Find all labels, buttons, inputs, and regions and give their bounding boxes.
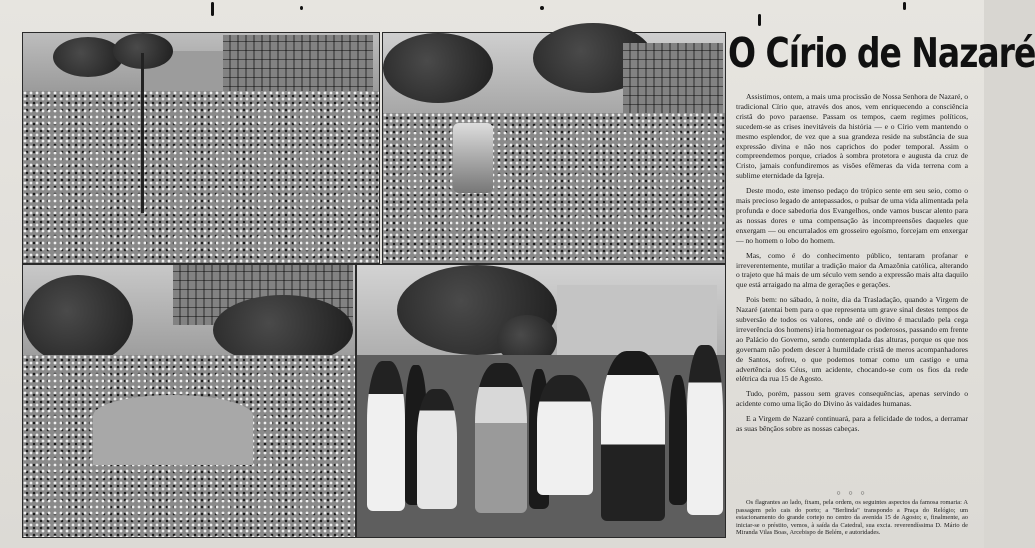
article-paragraph: Assistimos, ontem, a mais uma procissão de Nossa Senhora de Nazaré, o tradicional Círio que, através dos anos, vem enriquecendo a consciência cristã do povo paraense. Passam os tempos, caem regimes políticos, sucedem-se as crises inevitáveis da história — e o Círio vem mantendo o mesmo esplendor, de vez que a sua grandeza reside na substância de sua expressão divina e não nos caprichos do poder temporal. Assim o compreendemos porque, criados à sombra protetora e augusta da cruz de Cristo, jamais confundiremos as visões efêmeras da vida terrena com a sublime eternidade da Igreja.	[736, 92, 968, 181]
article-paragraph: Deste modo, este imenso pedaço do trópico sente em seu seio, como o mais precioso legado de antepassados, o pulsar de uma vida alimentada pela profunda e doce sabedoria dos Evangelhos, onde vamos buscar alento para as nossas dores e uma compensação às incompreensões daqueles que enxergam — ou encurralados em grosseiro egoísmo, forcejam em enxergar — no homem o lobo do homem.	[736, 186, 968, 245]
photo-top-right	[382, 32, 726, 264]
article-paragraph: Mas, como é do conhecimento público, tentaram profanar e irreverentemente, mutilar a tradição maior da Amazônia católica, alterando o trajeto que há mais de um século vem sendo a expressão mais alta daquilo que está arraigado na alma de gerações e gerações.	[736, 250, 968, 290]
ink-speck	[540, 6, 544, 10]
ink-speck	[300, 6, 303, 10]
article-body	[736, 92, 968, 488]
caption-separator: ○ ○ ○	[836, 489, 868, 497]
ink-speck	[211, 2, 214, 16]
photo-bottom-right	[356, 264, 726, 538]
page-title: O Círio de Nazaré	[728, 28, 1035, 77]
ink-speck	[758, 14, 761, 26]
photo-top-left	[22, 32, 380, 264]
ink-speck	[903, 2, 906, 10]
article-paragraph: Pois bem: no sábado, à noite, dia da Trasladação, quando a Virgem de Nazaré (atentai bem para o que representa um grave sinal destes tempos de subversão de todos os valores, onde até o divino é maculado pela cega irreverência dos homens) iria homenagear os poderosos, passando em frente ao Palácio do Governo, sendo contemplada das alturas, porque os que nos governam não podem descer à humildade cristã de meros acompanhadores de Santos, sofreu, o que podemos tomar como um castigo e uma advertência dos Céus, um acidente, chocando-se com os fios da rede elétrica da rua 15 de Agosto.	[736, 295, 968, 384]
photo-bottom-left	[22, 264, 356, 538]
article-paragraph: Tudo, porém, passou sem graves consequências, apenas servindo o acidente como uma lição do Divino às vaidades humanas.	[736, 389, 968, 409]
photo-caption	[736, 490, 968, 546]
article-paragraph: E a Virgem de Nazaré continuará, para a felicidade de todos, a derramar as suas bênçãos sobre as nossas cabeças.	[736, 414, 968, 434]
caption-text: Os flagrantes ao lado, fixam, pela ordem, os seguintes aspectos da famosa romaria: A passagem pelo cais do porto; a "Berlinda" transpondo a Praça do Relógio; um estacionamento do grande cortejo no centro da avenida 15 de Agosto; e, finalmente, ao iniciar-se o préstito, vemos, à saída da Catedral, sua excia. reverendíssima D. Mário de Miranda Vilas Boas, Arcebispo de Belém, e autoridades.	[736, 499, 968, 537]
